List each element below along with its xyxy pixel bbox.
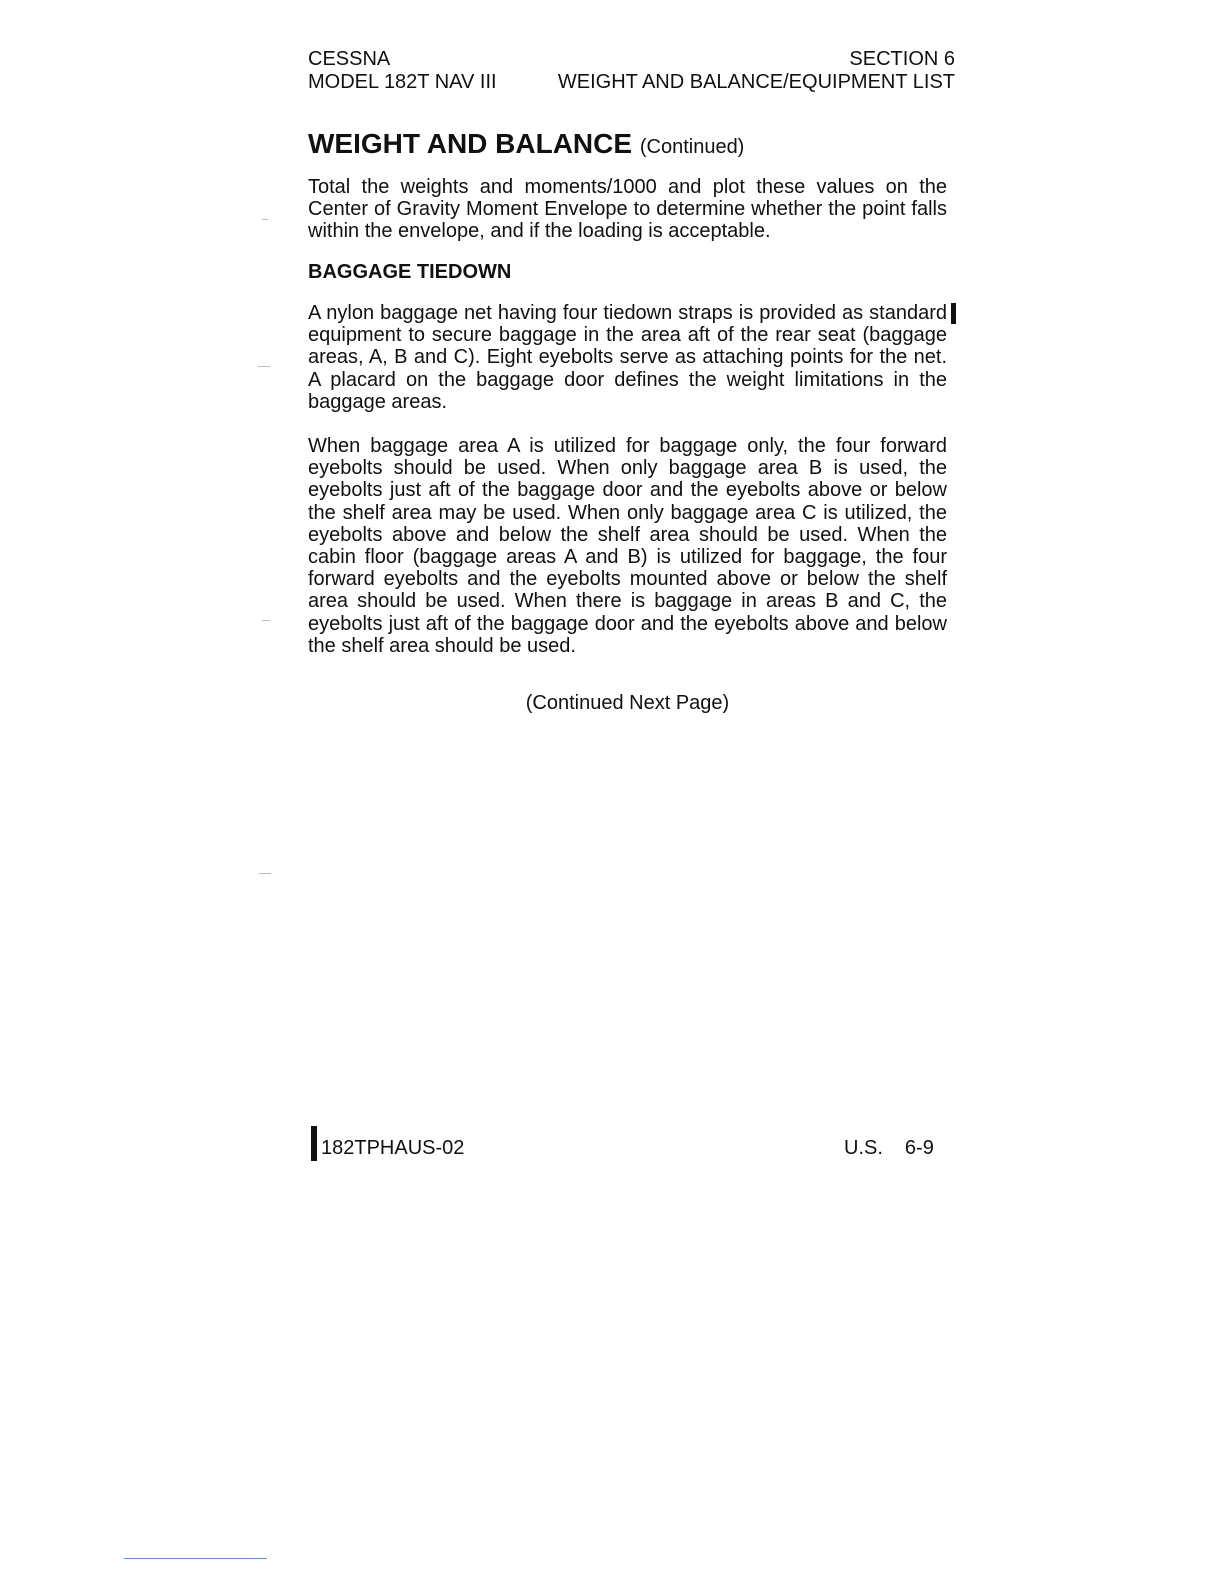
header-section: SECTION 6 xyxy=(849,48,955,70)
page-title-suffix: (Continued) xyxy=(639,136,745,158)
scan-artifact-mark xyxy=(262,620,270,621)
scan-artifact-mark xyxy=(258,366,270,367)
page-title-main: WEIGHT AND BALANCE xyxy=(308,128,633,159)
paragraph-baggage-net: A nylon baggage net having four tiedown straps is provided as standard equipment to secure baggage in the area aft of the rear seat (baggage areas, A, B and C). Eight eyebolts serve as attaching points for the net. A placard on the baggage door defines the weight limitations in the baggage areas. xyxy=(308,302,947,413)
footer-revision-change-bar xyxy=(311,1126,317,1161)
footer-document-number: 182TPHAUS-02 xyxy=(321,1137,465,1159)
page-title xyxy=(308,128,744,163)
scan-artifact-mark xyxy=(262,219,268,220)
footer-page-number: 6-9 xyxy=(904,1137,934,1159)
paragraph-weights-moments: Total the weights and moments/1000 and plot these values on the Center of Gravity Moment Envelope to determine whether the point falls within the envelope, and if the loading is acceptable. xyxy=(308,176,947,243)
running-header-line-2 xyxy=(308,71,955,93)
header-section-title: WEIGHT AND BALANCE/EQUIPMENT LIST xyxy=(557,71,955,93)
subheading-baggage-tiedown: BAGGAGE TIEDOWN xyxy=(308,261,512,283)
revision-change-bar xyxy=(951,303,956,324)
header-manufacturer: CESSNA xyxy=(308,48,391,70)
continued-next-page-note: (Continued Next Page) xyxy=(525,692,730,714)
scan-artifact-mark xyxy=(259,873,271,874)
bottom-rule-line xyxy=(124,1558,267,1559)
footer-region: U.S. xyxy=(844,1137,883,1159)
paragraph-eyebolt-usage: When baggage area A is utilized for baggage only, the four forward eyebolts should be used. When only baggage area B is used, the eyebolts just aft of the baggage door and the eyebolts above or below the shelf area may be used. When only baggage area C is utilized, the eyebolts above and below the shelf area should be used. When the cabin floor (baggage areas A and B) is utilized for baggage, the four forward eyebolts and the eyebolts mounted above or below the shelf area should be used. When there is baggage in areas B and C, the eyebolts just aft of the baggage door and the eyebolts above and below the shelf area should be used. xyxy=(308,435,947,657)
header-model: MODEL 182T NAV III xyxy=(308,71,497,93)
running-header-line-1 xyxy=(308,48,955,70)
footer-page-info xyxy=(844,1136,934,1160)
